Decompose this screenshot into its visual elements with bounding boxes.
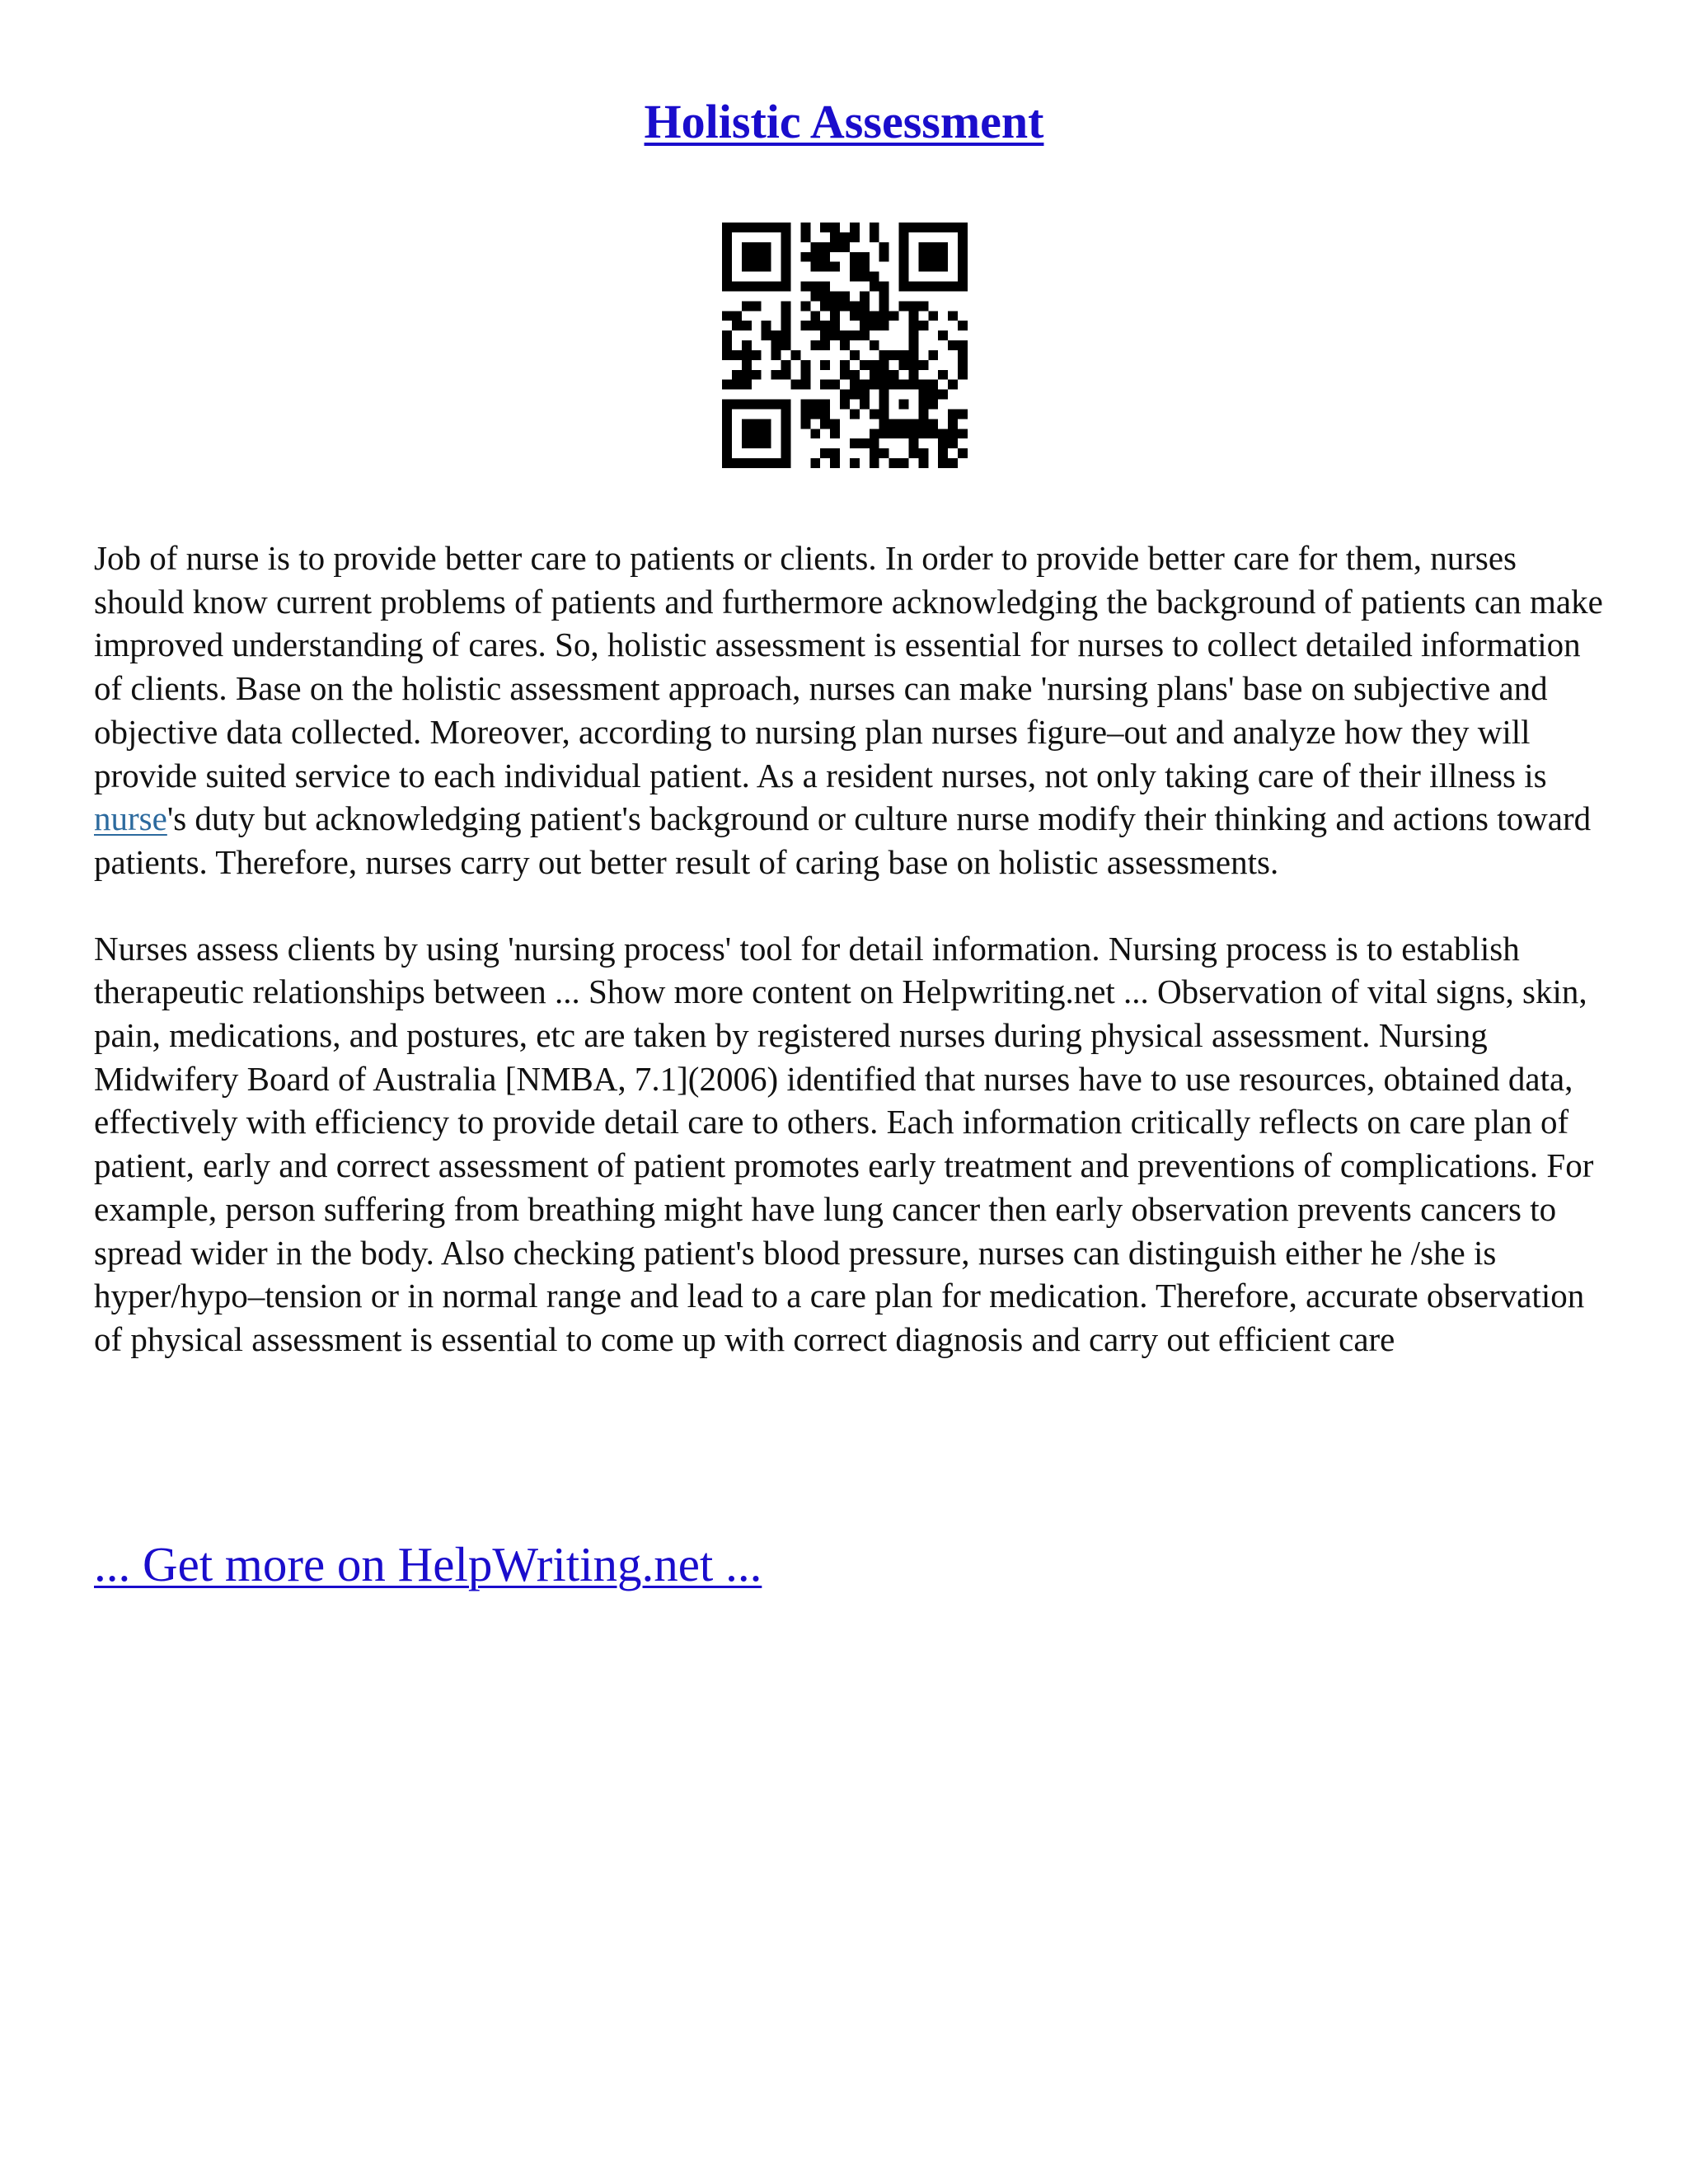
- title-link[interactable]: Holistic Assessment: [644, 95, 1044, 148]
- page-title: [0, 89, 1688, 155]
- get-more-link-wrapper: [94, 1535, 762, 1594]
- paragraph-1: [94, 537, 1611, 884]
- qr-code-graphic: [722, 223, 968, 468]
- nurse-link[interactable]: nurse: [94, 799, 167, 838]
- paragraph-1-start: Job of nurse is to provide better care to patients or clients. In order to provide better care for them, nurses should know current problems of patients and furthermore acknowledging the background of patients can make improved understanding of cares. So, holistic assessment is essential for nurses to collect detailed information of clients. Base on the holistic assessment approach, nurses can make 'nursing plans' base on subjective and objective data collected. Moreover, according to nursing plan nurses figure–out and analyze how they will provide suited service to each individual patient. As a resident nurses, not only taking care of their illness is: [94, 539, 1603, 794]
- qr-code-icon: [722, 223, 968, 468]
- article-body: [94, 537, 1611, 1404]
- get-more-link[interactable]: ... Get more on HelpWriting.net ...: [94, 1537, 762, 1591]
- paragraph-2: Nurses assess clients by using 'nursing process' tool for detail information. Nursing process is to establish therapeutic relationships between ... Show more content on Helpwriting.net ... Observation of vital signs, skin, pain, medications, and postures, etc are taken by registered nurses during physical assessment. Nursing Midwifery Board of Australia [NMBA, 7.1](2006) identified that nurses have to use resources, obtained data, effectively with efficiency to provide detail care to others. Each information critically reflects on care plan of patient, early and correct assessment of patient promotes early treatment and preventions of complications. For example, person suffering from breathing might have lung cancer then early observation prevents cancers to spread wider in the body. Also checking patient's blood pressure, nurses can distinguish either he /she is hyper/hypo–tension or in normal range and lead to a care plan for medication. Therefore, accurate observation of physical assessment is essential to come up with correct diagnosis and carry out efficient care: [94, 929, 1594, 1358]
- paragraph-1-end: 's duty but acknowledging patient's background or culture nurse modify their thinking and actions toward patients. Therefore, nurses carry out better result of caring base on holistic assessments.: [94, 799, 1592, 881]
